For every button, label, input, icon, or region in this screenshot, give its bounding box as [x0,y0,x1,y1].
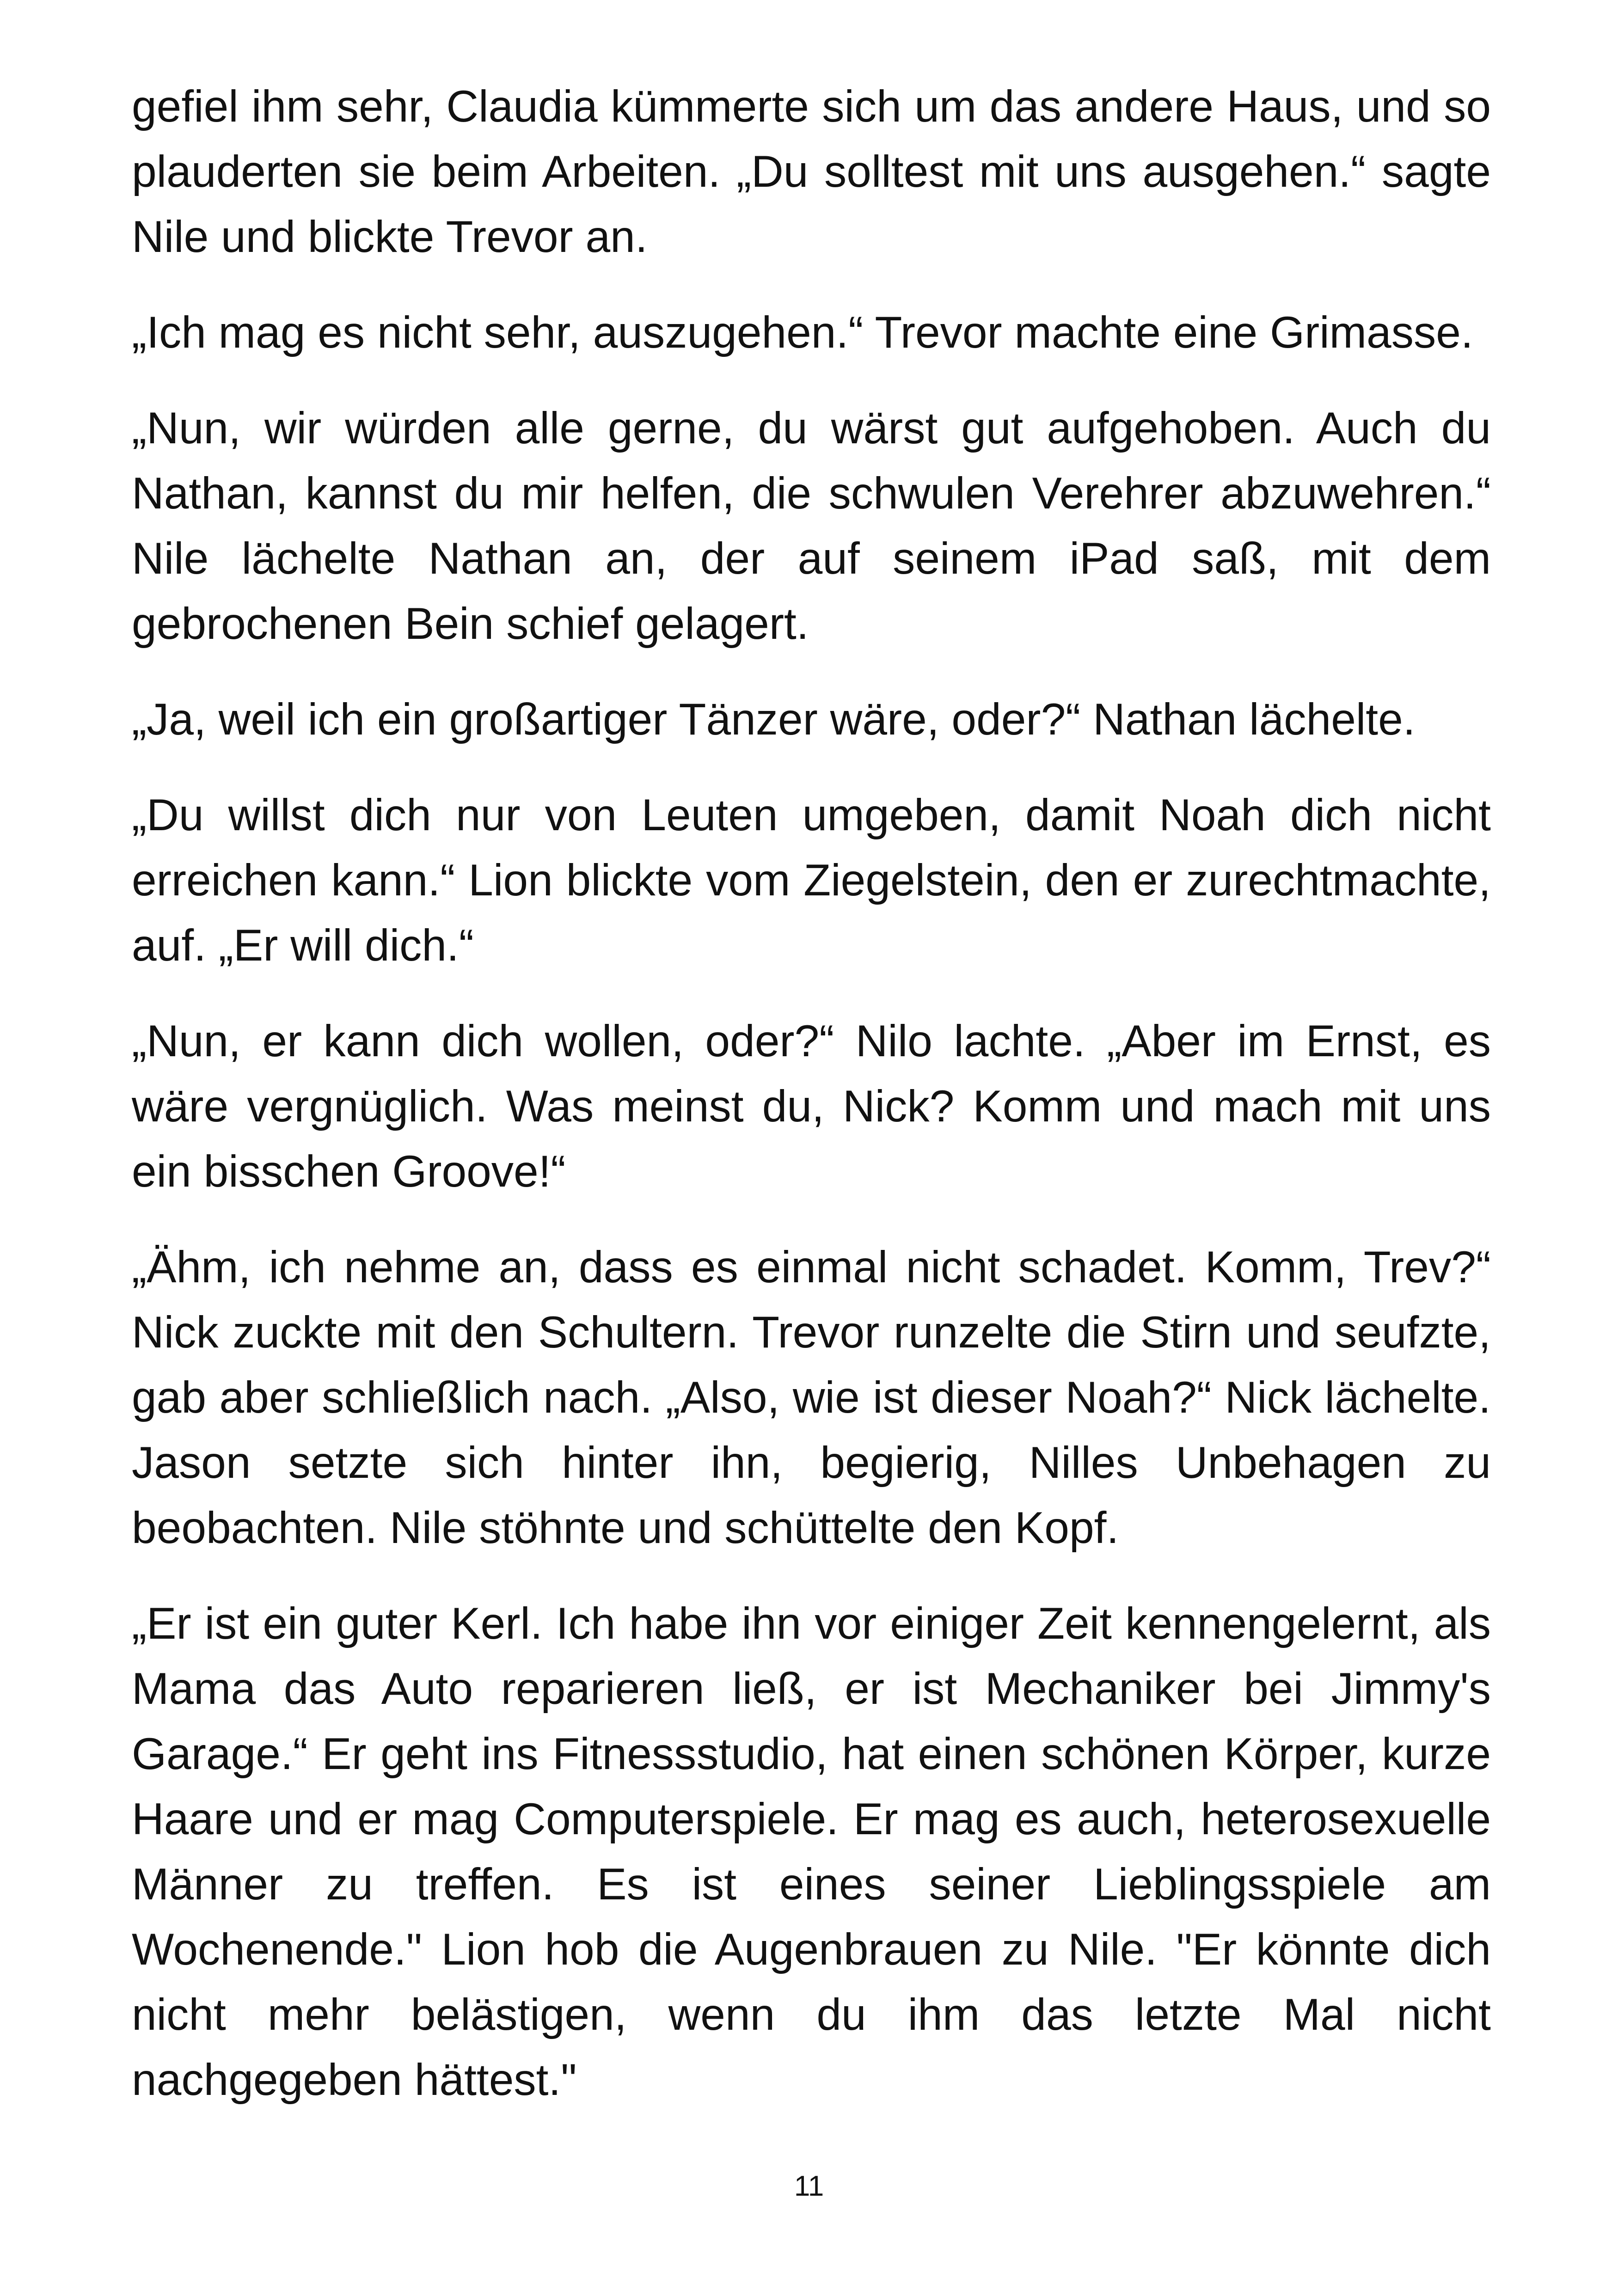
paragraph: „Du willst dich nur von Leuten umgeben, damit Noah dich nicht erreichen kann.“ Lion blickte vom Ziegelstein, den er zurechtmachte, auf. „Er will dich.“ [132,790,1491,970]
paragraph: „Nun, wir würden alle gerne, du wärst gut aufgehoben. Auch du Nathan, kannst du mir helfen, die schwulen Verehrer abzuwehren.“ Nile lächelte Nathan an, der auf seinem iPad saß, mit dem gebrochenen Bein schief gelagert. [132,404,1491,649]
page-number: 11 [794,2170,824,2202]
paragraph: gefiel ihm sehr, Claudia kümmerte sich um das andere Haus, und so plauderten sie beim Arbeiten. „Du solltest mit uns ausgehen.“ sagte Nile und blickte Trevor an. [132,82,1491,262]
paragraph: „Ich mag es nicht sehr, auszugehen.“ Trevor machte eine Grimasse. [132,308,1473,357]
paragraph: „Ja, weil ich ein großartiger Tänzer wäre, oder?“ Nathan lächelte. [132,695,1416,744]
paragraph: „Ähm, ich nehme an, dass es einmal nicht schadet. Komm, Trev?“ Nick zuckte mit den Schultern. Trevor runzelte die Stirn und seufzte, gab aber schließlich nach. „Also, wie ist dieser Noah?“ Nick lächelte. Jason setzte sich hinter ihn, begierig, Nilles Unbehagen zu beobachten. Nile stöhnte und schüttelte den Kopf. [132,1243,1491,1553]
paragraph: „Er ist ein guter Kerl. Ich habe ihn vor einiger Zeit kennengelernt, als Mama das Auto reparieren ließ, er ist Mechaniker bei Jimmy's Garage.“ Er geht ins Fitnessstudio, hat einen schönen Körper, kurze Haare und er mag Computerspiele. Er mag es auch, heterosexuelle Männer zu treffen. Es ist eines seiner Lieblingsspiele am Wochenende." Lion hob die Augenbrauen zu Nile. "Er könnte dich nicht mehr belästigen, wenn du ihm das letzte Mal nicht nachgegeben hättest." [132,1599,1491,2105]
paragraph: „Nun, er kann dich wollen, oder?“ Nilo lachte. „Aber im Ernst, es wäre vergnüglich. Was meinst du, Nick? Komm und mach mit uns ein bisschen Groove!“ [132,1016,1491,1196]
body-text [132,74,1491,2143]
